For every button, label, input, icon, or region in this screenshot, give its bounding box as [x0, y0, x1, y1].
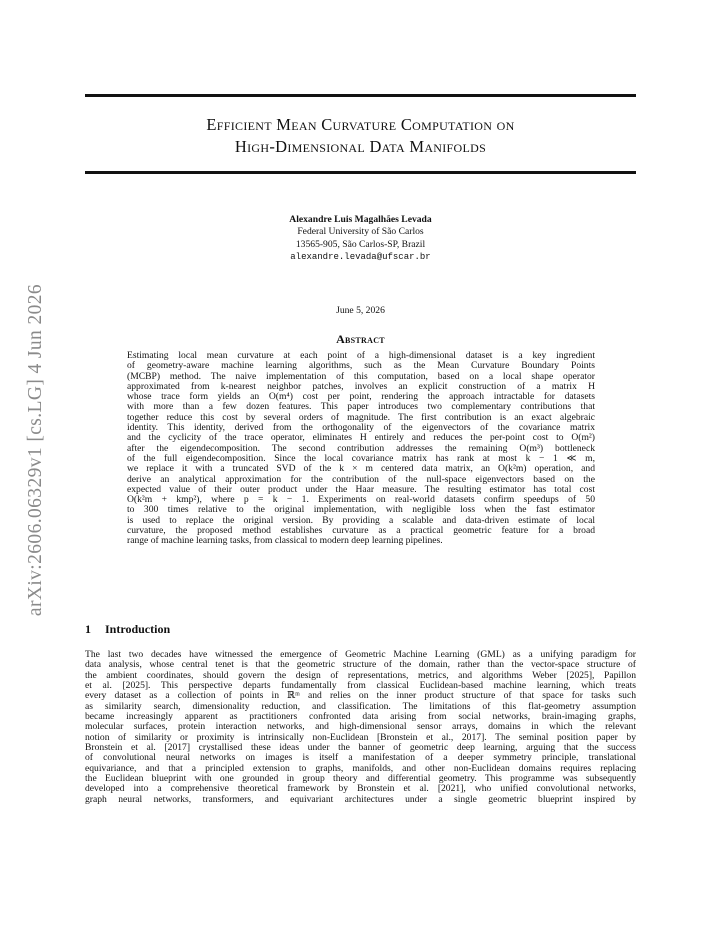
abstract-line: whose trace form yields an O(m⁴) cost per point, rendering the approach intractable for datasets: [127, 391, 595, 403]
title-top-rule: [85, 94, 636, 97]
body-line: molecular surfaces, protein interaction networks, and high-dimensional sensor arrays, domains in which the relevant: [85, 721, 636, 733]
abstract-line: is used to replace the original version. By providing a scalable and data-driven estimate of local: [127, 514, 595, 526]
abstract-line: together reduce this cost by several orders of magnitude. The first contribution is an exact algebraic: [127, 411, 595, 423]
abstract-text: [127, 351, 595, 547]
section-title: Introduction: [105, 622, 171, 636]
abstract-line: of geometry-aware machine learning algorithms, such as the Mean Curvature Boundary Points: [127, 360, 595, 372]
body-line: became increasingly apparent as practitioners confronted data arising from social networks, brain-imaging graphs,: [85, 711, 636, 723]
body-line: every dataset as a collection of points in ℝᵐ and relies on the inner product structure of that space for tasks such: [85, 690, 636, 702]
abstract-line: of the full eigendecomposition. Since the local covariance matrix has rank at most k − 1 ≪ m,: [127, 452, 595, 464]
introduction-text: [85, 650, 636, 805]
abstract-line: we replace it with a truncated SVD of the k × m centered data matrix, an O(k²m) operation, and: [127, 463, 595, 475]
abstract-line: to 300 times relative to the original implementation, with negligible loss when the fast estimator: [127, 504, 595, 516]
arxiv-identifier: arXiv:2606.06329v1 [cs.LG] 4 Jun 2026: [25, 283, 46, 617]
abstract-line: identity. This identity, derived from the orthogonality of the eigenvectors of the covariance matrix: [127, 422, 595, 434]
abstract-line: (MCBP) method. The naive implementation of this computation, based on a local shape operator: [127, 370, 595, 382]
body-line: the Euclidean blueprint with one grounded in group theory and differential geometry. This programme was subsequently: [85, 773, 636, 785]
abstract-line: Estimating local mean curvature at each point of a high-dimensional dataset is a key ingredient: [127, 350, 595, 361]
body-line: graph neural networks, transformers, and equivariant architectures under a single geometric blueprint inspired by: [85, 793, 636, 805]
author-block: [85, 214, 636, 264]
body-line: notion of similarity or proximity is intrinsically non-Euclidean [Bronstein et al., 2017]. The seminal position paper by: [85, 731, 636, 743]
title-line: Efficient Mean Curvature Computation on: [206, 115, 515, 134]
abstract-line: expected value of their outer product under the Haar measure. The resulting estimator has total cost: [127, 483, 595, 495]
author-address: 13565-905, São Carlos-SP, Brazil: [295, 238, 426, 250]
paper-date: June 5, 2026: [336, 305, 385, 316]
title-line: High-Dimensional Data Manifolds: [234, 137, 487, 156]
author-name: Alexandre Luis Magalhães Levada: [289, 214, 432, 225]
abstract-line: derive an analytical approximation for the contribution of the null-space eigenvectors based on the: [127, 473, 595, 485]
body-line: et al. [2025]. This perspective departs fundamentally from classical Euclidean-based machine learning, which treats: [85, 680, 636, 692]
body-line: as similarity search, dimensionality reduction, and classification. The limitations of this flat-geometry assumption: [85, 700, 636, 712]
abstract-line: and the cyclicity of the trace operator, eliminates H entirely and reduces the per-point cost to O(m²): [127, 432, 595, 444]
arxiv-sidebar-stamp: [16, 250, 56, 650]
abstract-line: range of machine learning tasks, from classical to modern deep learning pipelines.: [127, 535, 443, 547]
body-line: The last two decades have witnessed the emergence of Geometric Machine Learning (GML) as a unifying paradigm for: [85, 649, 636, 660]
abstract-line: curvature, the proposed method establishes curvature as a practical geometric feature for a broad: [127, 525, 595, 537]
body-line: data analysis, whose central tenet is that the geometric structure of the domain, rather than the vector-space structure of: [85, 659, 636, 671]
section-number: 1: [85, 622, 91, 636]
abstract-line: after the eigendecomposition. The second contribution addresses the remaining O(m³) bottleneck: [127, 442, 595, 454]
body-line: Bronstein et al. [2017] crystallised these ideas under the banner of geometric deep learning, arguing that the success: [85, 742, 636, 754]
paper-title: [85, 114, 636, 158]
author-email: alexandre.levada@ufscar.br: [290, 252, 431, 263]
section-heading: [85, 622, 170, 637]
abstract-line: with more than a few dozen features. This paper introduces two complementary contributions that: [127, 401, 595, 413]
title-bottom-rule: [85, 171, 636, 174]
abstract-line: approximated from k-nearest neighbor patches, involves an explicit construction of a matrix H: [127, 380, 595, 392]
body-line: equivariance, and that a principled extension to graphs, manifolds, and other non-Euclidean domains requires replacing: [85, 762, 636, 774]
body-line: developed into a comprehensive theoretical framework by Bronstein et al. [2021], who unified convolutional networks,: [85, 783, 636, 795]
body-line: the ambient coordinates, should govern the design of representations, metrics, and algorithms Weber [2025], Papillon: [85, 669, 636, 681]
body-line: of convolutional neural networks on images is itself a manifestation of a deeper symmetry principle, translational: [85, 752, 636, 764]
abstract-line: O(k²m + kmp²), where p = k − 1. Experiments on real-world datasets confirm speedups of 50: [127, 494, 595, 506]
author-affiliation: Federal University of São Carlos: [297, 226, 424, 238]
abstract-heading: Abstract: [336, 332, 385, 346]
